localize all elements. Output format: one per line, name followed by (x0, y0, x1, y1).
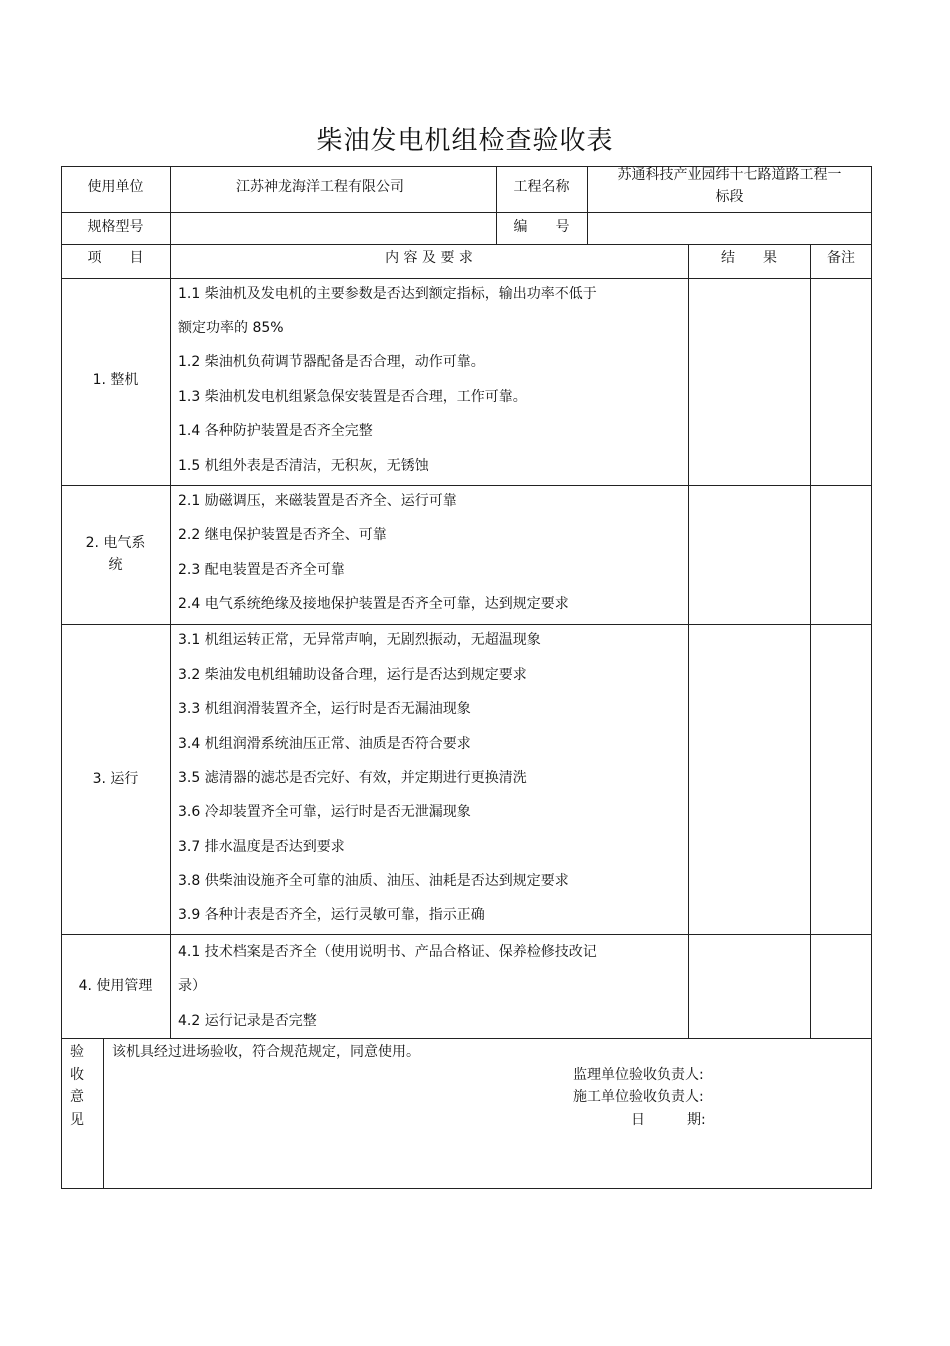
list-item: 录） (178, 978, 206, 994)
col-divider (103, 1038, 104, 1189)
list-item: 额定功率的 85% (178, 320, 284, 336)
list-item: 3.2 柴油发电机组辅助设备合理，运行是否达到规定要求 (178, 667, 527, 683)
list-item: 3.8 供柴油设施齐全可靠的油质、油压、油耗是否达到规定要求 (178, 873, 569, 889)
list-item: 4.1 技术档案是否齐全（使用说明书、产品合格证、保养检修技改记 (178, 944, 597, 960)
row-divider (61, 485, 872, 486)
row-divider (61, 212, 872, 213)
opinion-text: 该机具经过进场验收，符合规范规定，同意使用。 (112, 1044, 420, 1060)
section-name: 统 (108, 557, 123, 573)
list-item: 2.1 励磁调压，来磁装置是否齐全、运行可靠 (178, 493, 457, 509)
number-label: 编 号 (513, 219, 570, 235)
list-item: 1.1 柴油机及发电机的主要参数是否达到额定指标，输出功率不低于 (178, 286, 597, 302)
unit-label: 使用单位 (87, 179, 144, 195)
document-title: 柴油发电机组检查验收表 (316, 126, 614, 156)
col-divider (170, 166, 171, 1038)
column-header-content: 内 容 及 要 求 (385, 250, 473, 266)
col-divider (688, 244, 689, 1038)
list-item: 2.3 配电装置是否齐全可靠 (178, 562, 345, 578)
section-name: 4. 使用管理 (78, 978, 153, 994)
list-item: 1.5 机组外表是否清洁，无积灰，无锈蚀 (178, 458, 429, 474)
row-divider (61, 278, 872, 279)
contractor-signatory: 施工单位验收负责人: (573, 1089, 704, 1105)
unit-value: 江苏神龙海洋工程有限公司 (236, 179, 404, 195)
opinion-label-char: 见 (70, 1112, 84, 1128)
list-item: 2.2 继电保护装置是否齐全、可靠 (178, 527, 387, 543)
row-divider (61, 244, 872, 245)
col-divider (810, 244, 811, 1038)
list-item: 3.9 各种计表是否齐全，运行灵敏可靠，指示正确 (178, 907, 485, 923)
list-item: 3.1 机组运转正常，无异常声响，无剧烈振动，无超温现象 (178, 632, 541, 648)
list-item: 1.2 柴油机负荷调节器配备是否合理，动作可靠。 (178, 354, 485, 370)
list-item: 4.2 运行记录是否完整 (178, 1013, 317, 1029)
list-item: 3.6 冷却装置齐全可靠，运行时是否无泄漏现象 (178, 804, 471, 820)
list-item: 3.7 排水温度是否达到要求 (178, 839, 345, 855)
supervisor-signatory: 监理单位验收负责人: (573, 1067, 704, 1083)
section-name: 3. 运行 (92, 771, 139, 787)
project-value-line1: 苏通科技产业园纬十七路道路工程一 (617, 167, 842, 183)
list-item: 3.5 滤清器的滤芯是否完好、有效，并定期进行更换清洗 (178, 770, 527, 786)
opinion-label-char: 意 (70, 1089, 84, 1105)
row-divider (61, 1038, 872, 1039)
project-value-line2: 标段 (715, 189, 744, 205)
opinion-label-char: 验 (70, 1044, 84, 1060)
column-header-result: 结 果 (721, 250, 777, 266)
list-item: 3.4 机组润滑系统油压正常、油质是否符合要求 (178, 736, 471, 752)
list-item: 3.3 机组润滑装置齐全，运行时是否无漏油现象 (178, 701, 471, 717)
column-header-remark: 备注 (827, 250, 855, 266)
section-name: 1. 整机 (92, 372, 139, 388)
row-divider (61, 934, 872, 935)
date-label: 日 期: (631, 1112, 706, 1128)
project-label: 工程名称 (513, 179, 570, 195)
list-item: 1.3 柴油机发电机组紧急保安装置是否合理，工作可靠。 (178, 389, 527, 405)
opinion-label-char: 收 (70, 1067, 84, 1083)
list-item: 1.4 各种防护装置是否齐全完整 (178, 423, 373, 439)
column-header-item: 项 目 (87, 250, 144, 266)
model-label: 规格型号 (87, 219, 144, 235)
list-item: 2.4 电气系统绝缘及接地保护装置是否齐全可靠，达到规定要求 (178, 596, 569, 612)
row-divider (61, 624, 872, 625)
section-name: 2. 电气系 (85, 535, 146, 551)
